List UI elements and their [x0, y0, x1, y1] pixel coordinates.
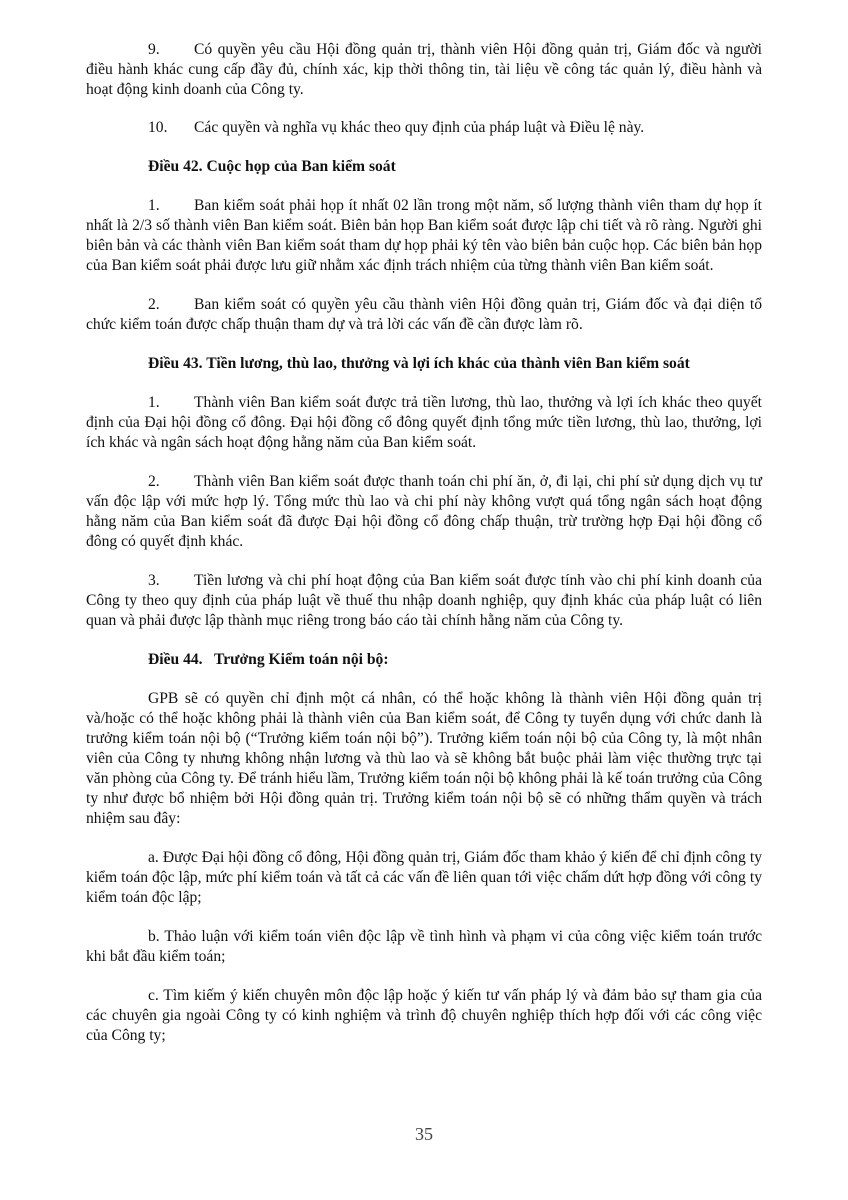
clause-number: 3.	[148, 572, 160, 589]
clause-text: Ban kiểm soát phải họp ít nhất 02 lần trong một năm, số lượng thành viên tham dự họp ít nhất là 2/3 số thành viên Ban kiểm soát. Biên bản họp Ban kiểm soát được lập chi tiết và rõ ràng. Người ghi biên bản và các thành viên Ban kiểm soát tham dự họp phải ký tên vào biên bản cuộc họp. Các biên bản họp của Ban kiểm soát phải được lưu giữ nhằm xác định trách nhiệm của từng thành viên Ban kiểm soát.	[86, 197, 762, 274]
clause-number: 9.	[148, 41, 160, 58]
article-44-item-c: c. Tìm kiếm ý kiến chuyên môn độc lập hoặc ý kiến tư vấn pháp lý và đảm bảo sự tham gia của các chuyên gia ngoài Công ty có kinh nghiệm và trình độ chuyên nghiệp thích hợp đối với các công việc của Công ty;	[86, 987, 762, 1044]
article-42-clause-1	[86, 196, 762, 276]
clause-text: Có quyền yêu cầu Hội đồng quản trị, thành viên Hội đồng quản trị, Giám đốc và người điều hành khác cung cấp đầy đủ, chính xác, kịp thời thông tin, tài liệu về công tác quản lý, điều hành và hoạt động kinh doanh của Công ty.	[86, 41, 762, 98]
clause-number: 2.	[148, 296, 160, 313]
article-44-item-b: b. Thảo luận với kiểm toán viên độc lập về tình hình và phạm vi của công việc kiểm toán trước khi bắt đầu kiểm toán;	[86, 928, 762, 965]
clause-number: 1.	[148, 394, 160, 411]
article-44-item-a: a. Được Đại hội đồng cổ đông, Hội đồng quản trị, Giám đốc tham khảo ý kiến để chỉ định công ty kiểm toán độc lập, mức phí kiểm toán và tất cả các vấn đề liên quan tới việc chấm dứt hợp đồng với công ty kiểm toán độc lập;	[86, 849, 762, 906]
article-43-clause-1	[86, 393, 762, 453]
clause-number: 10.	[148, 119, 168, 136]
article-44-heading: Điều 44. Trưởng Kiểm toán nội bộ:	[148, 651, 389, 668]
clause-text: Thành viên Ban kiểm soát được thanh toán chi phí ăn, ở, đi lại, chi phí sử dụng dịch vụ tư vấn độc lập với mức hợp lý. Tổng mức thù lao và chi phí này không vượt quá tổng ngân sách hoạt động hằng năm của Ban kiểm soát đã được Đại hội đồng cổ đông chấp thuận, trừ trường hợp Đại hội đồng cổ đông có quyết định khác.	[86, 473, 762, 550]
page-number: 35	[415, 1124, 433, 1144]
clause-number: 1.	[148, 197, 160, 214]
clause-text: Thành viên Ban kiểm soát được trả tiền lương, thù lao, thưởng và lợi ích khác theo quyết định của Đại hội đồng cổ đông. Đại hội đồng cổ đông quyết định tổng mức tiền lương, thù lao, thưởng, lợi ích khác và ngân sách hoạt động hằng năm của Ban kiểm soát.	[86, 394, 762, 451]
clause-text: Ban kiểm soát có quyền yêu cầu thành viên Hội đồng quản trị, Giám đốc và đại diện tổ chức kiểm toán được chấp thuận tham dự và trả lời các vấn đề cần được làm rõ.	[86, 296, 762, 333]
clause-number: 2.	[148, 473, 160, 490]
clause-10	[86, 118, 762, 138]
article-43-clause-2	[86, 472, 762, 552]
article-42-clause-2	[86, 295, 762, 335]
article-43-clause-3	[86, 571, 762, 631]
clause-9	[86, 40, 762, 100]
article-42-heading: Điều 42. Cuộc họp của Ban kiểm soát	[148, 158, 396, 175]
article-43-heading: Điều 43. Tiền lương, thù lao, thưởng và lợi ích khác của thành viên Ban kiểm soát	[148, 355, 690, 372]
article-44-intro-paragraph: GPB sẽ có quyền chỉ định một cá nhân, có thể hoặc không là thành viên Hội đồng quản trị và/hoặc có thể hoặc không phải là thành viên của Ban kiểm soát, để Công ty tuyển dụng với chức danh là trưởng kiểm toán nội bộ (“Trưởng kiểm toán nội bộ”). Trưởng kiểm toán nội bộ của Công ty, là một nhân viên của Công ty nhưng không nhận lương và thù lao và sẽ không bắt buộc phải làm việc thường trực tại văn phòng của Công ty. Để tránh hiểu lầm, Trưởng kiểm toán nội bộ không phải là kế toán trưởng của Công ty như được bổ nhiệm bởi Hội đồng quản trị. Trưởng kiểm toán nội bộ sẽ có những thẩm quyền và trách nhiệm sau đây:	[86, 690, 762, 827]
clause-text: Tiền lương và chi phí hoạt động của Ban kiểm soát được tính vào chi phí kinh doanh của Công ty theo quy định của pháp luật về thuế thu nhập doanh nghiệp, quy định khác của pháp luật có liên quan và phải được lập thành mục riêng trong báo cáo tài chính hằng năm của Công ty.	[86, 572, 762, 629]
clause-text: Các quyền và nghĩa vụ khác theo quy định của pháp luật và Điều lệ này.	[194, 119, 645, 136]
